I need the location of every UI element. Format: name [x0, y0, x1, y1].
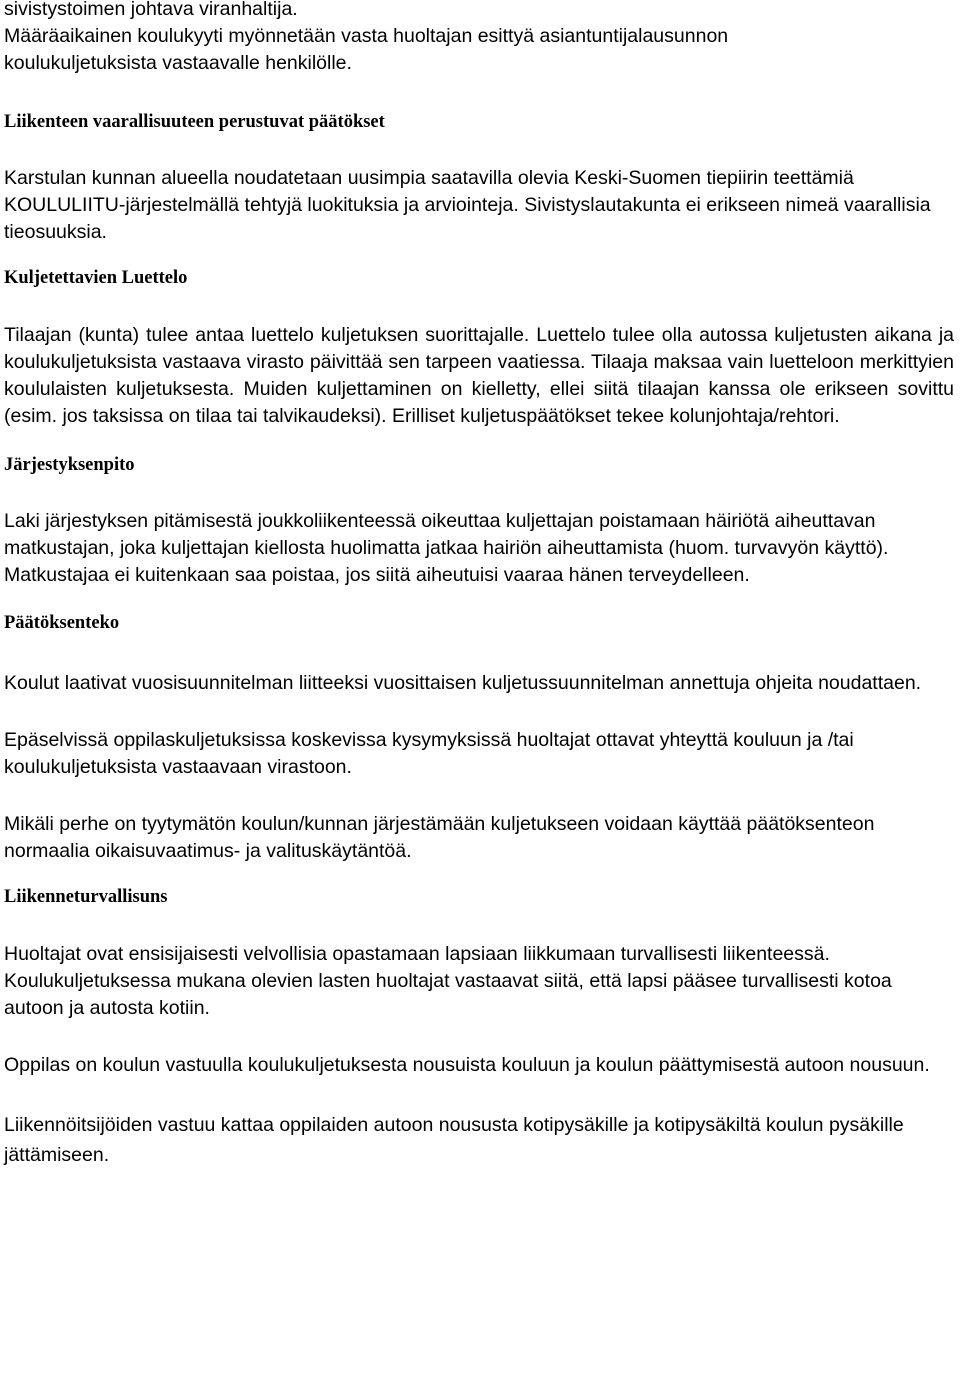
- intro-block: [4, 0, 954, 77]
- section-paragraph: Huoltajat ovat ensisijaisesti velvollisia opastamaan lapsiaan liikkumaan turvallisesti liikenteessä. Koulukuljetuksessa mukana olevien lasten huoltajat vastaavat siitä, että lapsi pääsee turvallisesti kotoa autoon ja autosta kotiin.: [4, 943, 892, 1019]
- section-paragraph: Tilaajan (kunta) tulee antaa luettelo kuljetuksen suorittajalle. Luettelo tulee olla autossa kuljetusten aikana ja koulukuljetuksista vastaava virasto päivittää sen tarpeen vaatiessa. Tilaaja maksaa vain luetteloon merkittyien koululaisten kuljetuksesta. Muiden kuljettaminen on kielletty, ellei siitä tilaajan kanssa ole erikseen sovittu (esim. jos taksissa on tilaa tai talvikaudeksi). Erilliset kuljetuspäätökset tekee kolunjohtaja/rehtori.: [4, 324, 954, 427]
- section-paragraph: Epäselvissä oppilaskuljetuksissa koskevissa kysymyksissä huoltajat ottavat yhteyttä kouluun ja /tai koulukuljetuksista vastaavaan virastoon.: [4, 729, 854, 778]
- document-page: [4, 0, 954, 1170]
- section-heading: Liikenteen vaarallisuuteen perustuvat päätökset: [4, 112, 385, 132]
- section-paragraph: Liikennöitsijöiden vastuu kattaa oppilaiden autoon noususta kotipysäkille ja kotipysäkiltä koulun pysäkille jättämiseen.: [4, 1114, 904, 1166]
- section-heading: Järjestyksenpito: [4, 455, 135, 475]
- section-paragraph: Koulut laativat vuosisuunnitelman liitteeksi vuosittaisen kuljetussuunnitelman annettuja ohjeita noudattaen.: [4, 672, 922, 694]
- section-heading: Kuljetettavien Luettelo: [4, 268, 188, 288]
- intro-line: sivistystoimen johtava viranhaltija.: [4, 0, 298, 20]
- section-heading: Päätöksenteko: [4, 613, 120, 633]
- intro-line: koulukuljetuksista vastaavalle henkilölle.: [4, 52, 352, 74]
- section-paragraph: Mikäli perhe on tyytymätön koulun/kunnan järjestämään kuljetukseen voidaan käyttää päätöksenteon normaalia oikaisuvaatimus- ja valituskäytäntöä.: [4, 813, 875, 862]
- section-heading: Liikenneturvallisuns: [4, 887, 168, 907]
- section-paragraph: Oppilas on koulun vastuulla koulukuljetuksesta nousuista kouluun ja koulun päättymisestä autoon nousuun.: [4, 1054, 930, 1076]
- section-paragraph: Karstulan kunnan alueella noudatetaan uusimpia saatavilla olevia Keski-Suomen tiepiirin teettämiä KOULULIITU-järjestelmällä tehtyjä luokituksia ja arviointeja. Sivistyslautakunta ei erikseen nimeä vaarallisia tieosuuksia.: [4, 167, 931, 243]
- intro-line: Määräaikainen koulukyyti myönnetään vasta huoltajan esittyä asiantuntijalausunnon: [4, 25, 729, 47]
- section-paragraph: Laki järjestyksen pitämisestä joukkoliikenteessä oikeuttaa kuljettajan poistamaan häiriötä aiheuttavan matkustajan, joka kuljettajan kiellosta huolimatta jatkaa hairiön aiheuttamista (huom. turvavyön käyttö). Matkustajaa ei kuitenkaan saa poistaa, jos siitä aiheutuisi vaaraa hänen terveydelleen.: [4, 510, 889, 586]
